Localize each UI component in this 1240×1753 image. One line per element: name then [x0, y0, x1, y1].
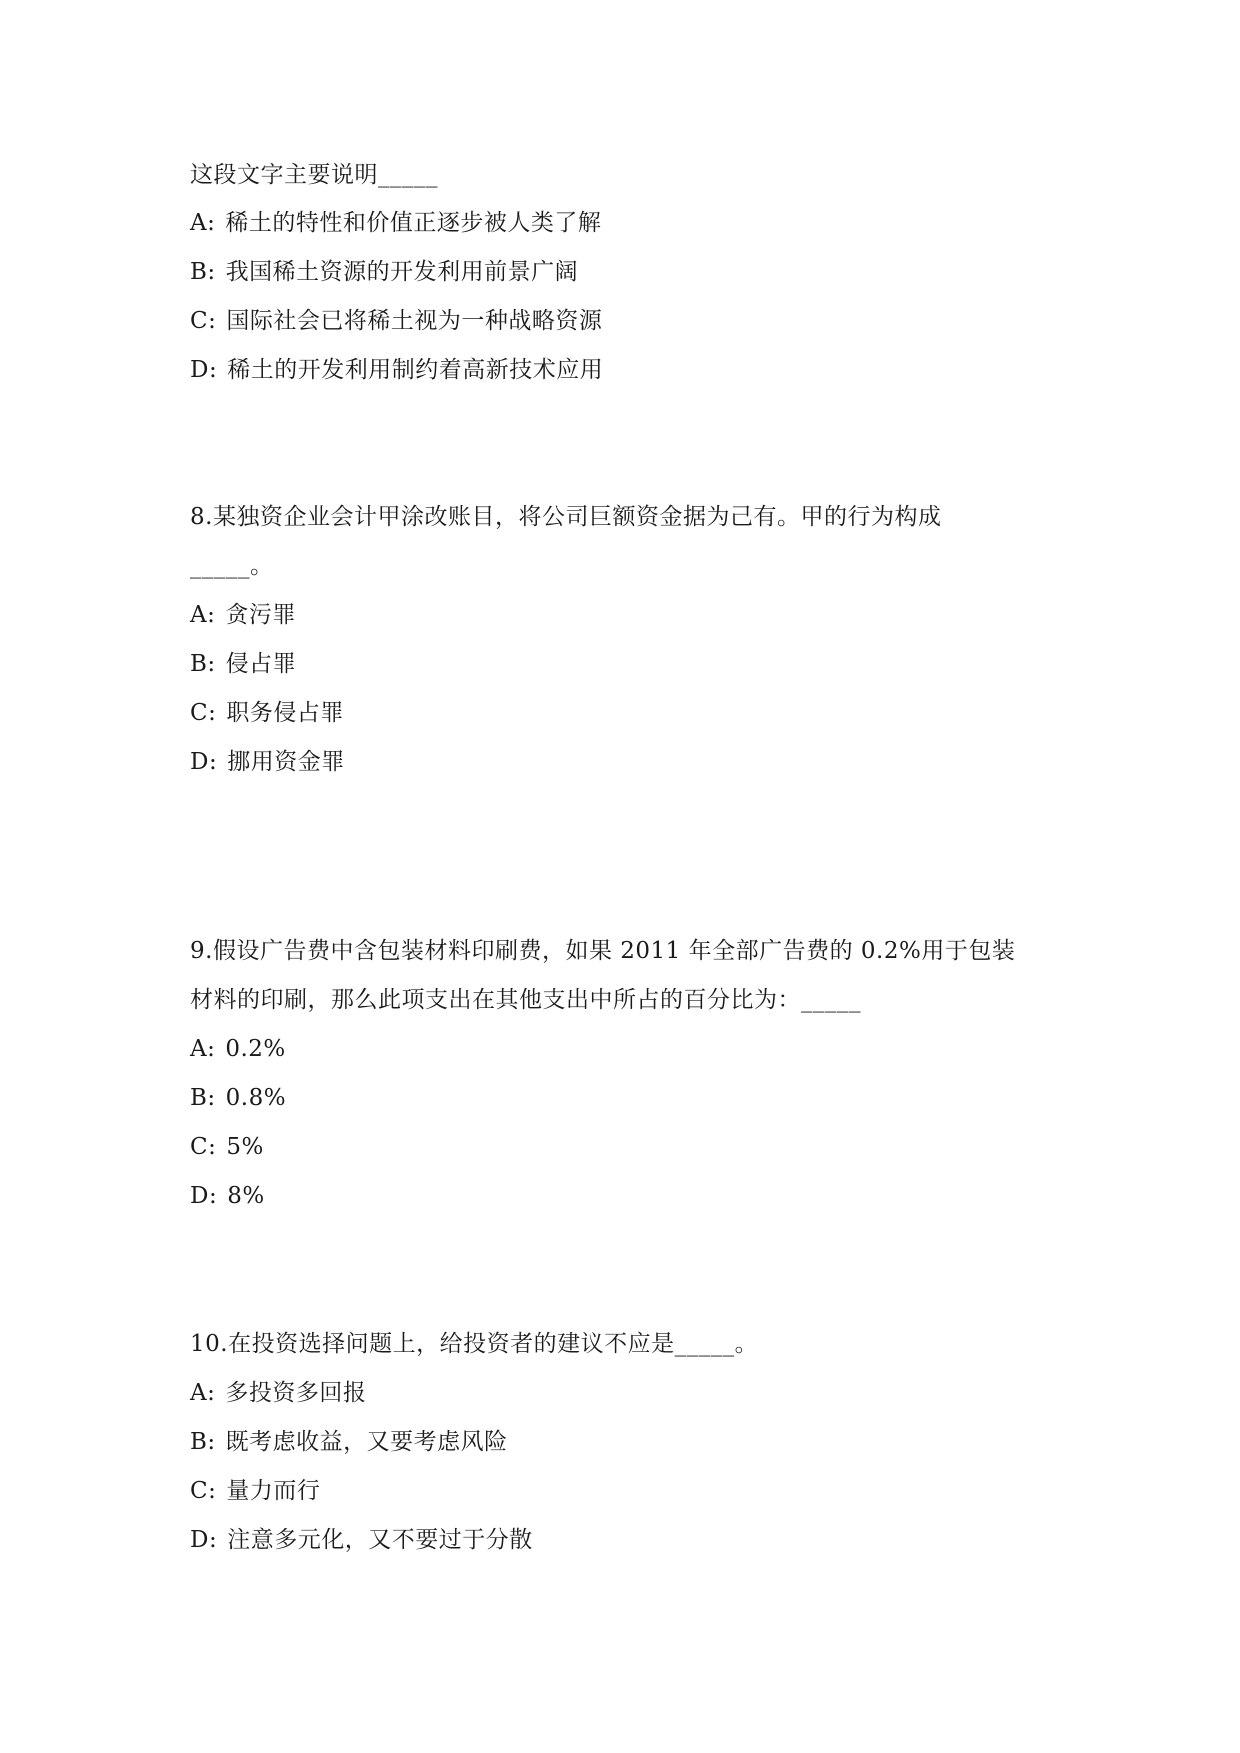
option-letter: B:: [190, 259, 216, 285]
option-letter: A:: [190, 1036, 216, 1062]
option-letter: B:: [190, 1429, 216, 1455]
option-c: [190, 306, 602, 336]
option-letter: B:: [190, 1085, 216, 1111]
option-letter: C:: [190, 1478, 217, 1504]
option-text: 侵占罪: [225, 651, 297, 677]
question-stem-line: 10.在投资选择问题上，给投资者的建议不应是_____。: [190, 1331, 759, 1357]
option-a: [190, 600, 296, 630]
option-text: 0.2%: [225, 1036, 286, 1062]
option-letter: B:: [190, 651, 216, 677]
option-text: 挪用资金罪: [227, 749, 345, 775]
option-text: 贪污罪: [225, 602, 296, 628]
option-b: [190, 1083, 286, 1113]
option-text: 量力而行: [226, 1478, 321, 1504]
option-text: 5%: [226, 1134, 264, 1160]
option-text: 我国稀土资源的开发利用前景广阔: [225, 259, 579, 285]
option-d: [190, 1525, 533, 1555]
option-text: 稀土的特性和价值正逐步被人类了解: [225, 210, 602, 236]
option-text: 0.8%: [225, 1085, 287, 1111]
option-letter: D:: [190, 1527, 218, 1553]
option-text: 职务侵占罪: [226, 700, 344, 726]
option-c: [190, 1132, 264, 1162]
option-b: [190, 1427, 508, 1457]
option-d: [190, 747, 345, 777]
option-b: [190, 257, 578, 287]
option-letter: C:: [190, 1134, 217, 1160]
question-stem-line: _____。: [190, 553, 274, 579]
option-a: [190, 208, 601, 238]
option-d: [190, 355, 603, 385]
option-text: 注意多元化，又不要过于分散: [227, 1527, 533, 1553]
option-letter: A:: [190, 602, 216, 628]
option-c: [190, 698, 344, 728]
option-a: [190, 1378, 366, 1408]
question-stem-line: 8.某独资企业会计甲涂改账目，将公司巨额资金据为己有。甲的行为构成: [190, 504, 942, 530]
option-letter: A:: [190, 1380, 216, 1406]
option-c: [190, 1476, 320, 1506]
option-letter: D:: [190, 357, 218, 383]
question-stem-line: 材料的印刷，那么此项支出在其他支出中所占的百分比为：_____: [190, 987, 861, 1013]
option-a: [190, 1034, 286, 1064]
option-text: 稀土的开发利用制约着高新技术应用: [227, 357, 604, 383]
option-letter: C:: [190, 700, 217, 726]
question-stem-line: 这段文字主要说明_____: [190, 162, 438, 188]
option-letter: D:: [190, 1183, 218, 1209]
option-letter: D:: [190, 749, 218, 775]
option-d: [190, 1181, 265, 1211]
option-text: 既考虑收益，又要考虑风险: [225, 1429, 508, 1455]
option-text: 8%: [227, 1183, 265, 1209]
option-b: [190, 649, 296, 679]
option-letter: A:: [190, 210, 216, 236]
question-stem-line: 9.假设广告费中含包装材料印刷费，如果 2011 年全部广告费的 0.2%用于包装: [190, 938, 1016, 964]
option-text: 国际社会已将稀土视为一种战略资源: [226, 308, 603, 334]
option-letter: C:: [190, 308, 217, 334]
option-text: 多投资多回报: [225, 1380, 367, 1406]
